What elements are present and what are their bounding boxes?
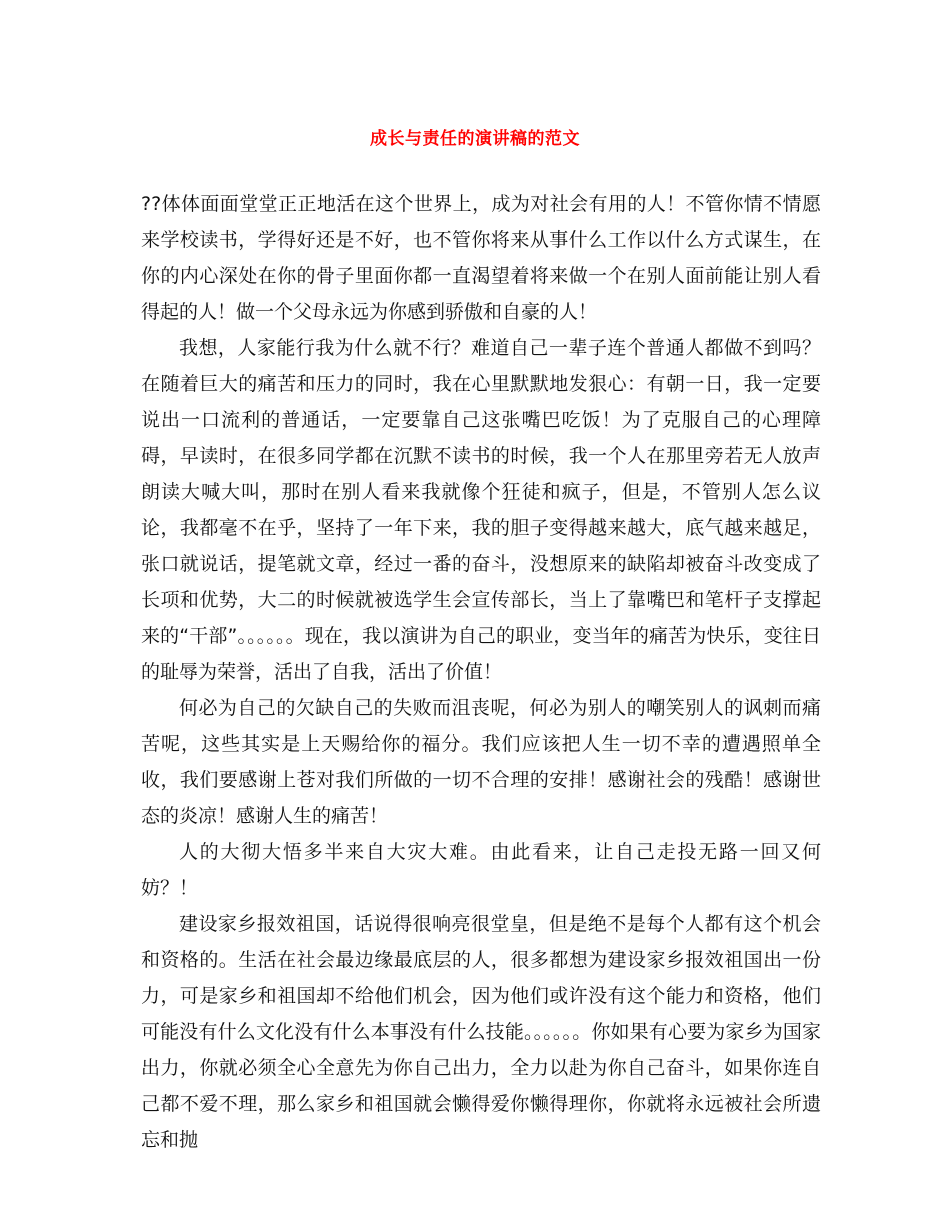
document-title: 成长与责任的演讲稿的范文 bbox=[370, 129, 580, 149]
paragraph-4: 人的大彻大悟多半来自大灾大难。由此看来，让自己走投无路一回又何妨？！ bbox=[141, 841, 821, 899]
document-body bbox=[141, 186, 821, 1158]
paragraph-5: 建设家乡报效祖国，话说得很响亮很堂皇，但是绝不是每个人都有这个机会和资格的。生活在社会最边缘最底层的人，很多都想为建设家乡报效祖国出一份力，可是家乡和祖国却不给他们机会，因为他们或许没有这个能力和资格，他们可能没有什么文化没有什么本事没有什么技能。。。。。。你如果有心要为家乡为国家出力，你就必须全心全意先为你自己出力，全力以赴为你自己奋斗，如果你连自己都不爱不理，那么家乡和祖国就会懒得爱你懒得理你，你就将永远被社会所遗忘和抛 bbox=[141, 913, 821, 1151]
paragraph-3: 何必为自己的欠缺自己的失败而沮丧呢，何必为别人的嘲笑别人的讽刺而痛苦呢，这些其实是上天赐给你的福分。我们应该把人生一切不幸的遭遇照单全收，我们要感谢上苍对我们所做的一切不合理的安排！感谢社会的残酷！感谢世态的炎凉！感谢人生的痛苦！ bbox=[141, 697, 821, 827]
paragraph-1: ??体体面面堂堂正正地活在这个世界上，成为对社会有用的人！不管你情不情愿来学校读书，学得好还是不好，也不管你将来从事什么工作以什么方式谋生，在你的内心深处在你的骨子里面你都一直渴望着将来做一个在别人面前能让别人看得起的人！做一个父母永远为你感到骄傲和自豪的人！ bbox=[141, 193, 821, 323]
paragraph-2: 我想，人家能行我为什么就不行？难道自己一辈子连个普通人都做不到吗？在随着巨大的痛苦和压力的同时，我在心里默默地发狠心：有朝一日，我一定要说出一口流利的普通话，一定要靠自己这张嘴巴吃饭！为了克服自己的心理障碍，早读时，在很多同学都在沉默不读书的时候，我一个人在那里旁若无人放声朗读大喊大叫，那时在别人看来我就像个狂徒和疯子，但是，不管别人怎么议论，我都毫不在乎，坚持了一年下来，我的胆子变得越来越大，底气越来越足，张口就说话，提笔就文章，经过一番的奋斗，没想原来的缺陷却被奋斗改变成了长项和优势，大二的时候就被选学生会宣传部长，当上了靠嘴巴和笔杆子支撑起来的“干部”。。。。。。现在，我以演讲为自己的职业，变当年的痛苦为快乐，变往日的耻辱为荣誉，活出了自我，活出了价值！ bbox=[141, 337, 821, 683]
